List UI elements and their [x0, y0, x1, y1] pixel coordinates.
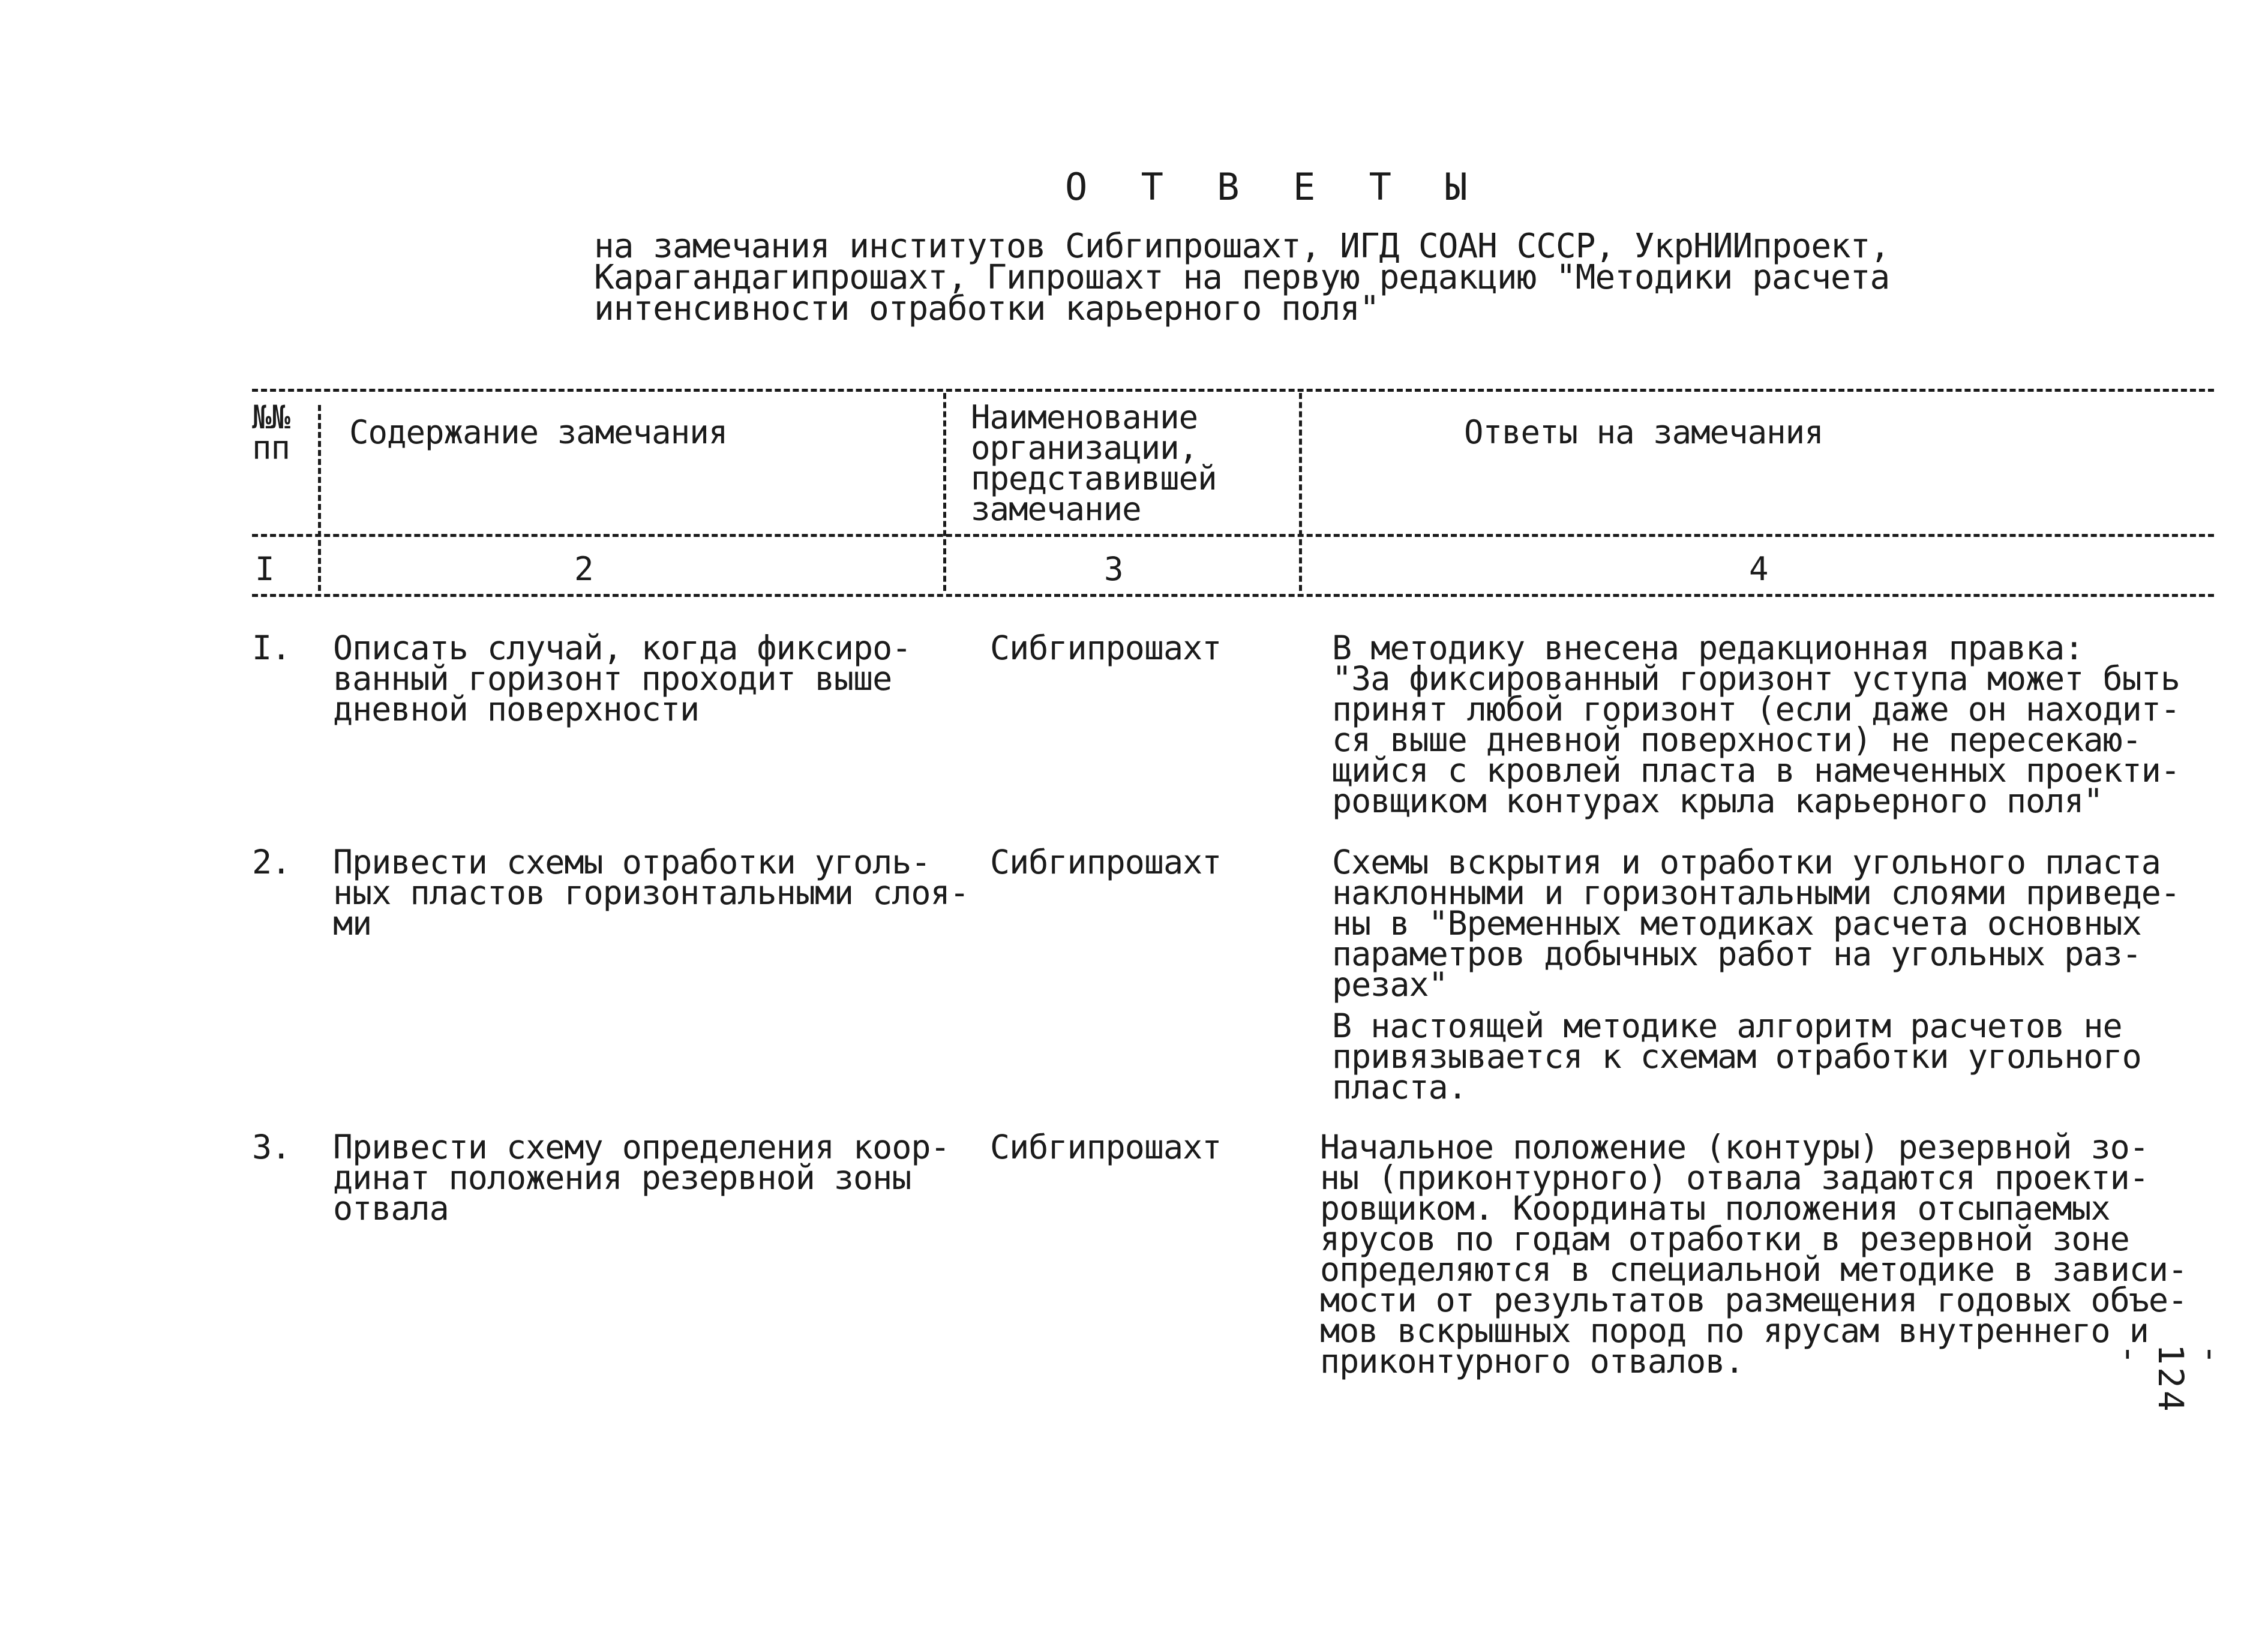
remark-cell [333, 843, 969, 942]
header-text: №№ [252, 398, 290, 436]
answer-line: ны в "Временных методиках расчета основных [1332, 904, 2141, 942]
remark-cell [333, 1128, 950, 1227]
answer-line: приконтурного отвалов. [1320, 1342, 1744, 1380]
page-number: - 124 - [2110, 1344, 2232, 1414]
column-number: 4 [1749, 550, 1768, 588]
remark-line: динат положения резервной зоны [333, 1158, 911, 1197]
answer-line: В настоящей методике алгоритм расчетов не [1332, 1007, 2122, 1045]
document-subtitle [594, 227, 1890, 328]
remark-line: ванный горизонт проходит выше [333, 659, 892, 698]
answer-line: ровщиком. Координаты положения отсыпаемых [1320, 1189, 2110, 1227]
answer-line: мости от результатов размещения годовых объе- [1320, 1281, 2188, 1319]
answer-line: ся выше дневной поверхности) не пересекаю- [1332, 721, 2141, 759]
remark-line: Привести схемы отработки уголь- [333, 843, 931, 881]
answer-line: "За фиксированный горизонт уступа может быть [1332, 659, 2180, 698]
header-text: представившей [971, 460, 1217, 497]
answer-cell [1332, 843, 2180, 1106]
answer-line: Схемы вскрытия и отработки угольного пласта [1332, 843, 2161, 881]
remark-line: ных пластов горизонтальными слоя- [333, 873, 969, 912]
answer-cell [1332, 629, 2180, 820]
remark-line: отвала [333, 1189, 449, 1227]
answer-line: ровщиком контурах крыла карьерного поля" [1332, 782, 2103, 820]
header-answer-column: Ответы на замечания [1464, 413, 1823, 451]
answer-line: мов вскрышных пород по ярусам внутреннего и [1320, 1311, 2149, 1350]
header-text: организации, [971, 429, 1198, 467]
subtitle-line: на замечания институтов Сибгипрошахт, ИГД СОАН СССР, УкрНИИпроект, [594, 227, 1890, 266]
column-number: 2 [574, 550, 593, 588]
organization-cell: Сибгипрошахт [990, 629, 1222, 667]
column-separator [318, 405, 321, 591]
answer-line: привязывается к схемам отработки угольного [1332, 1037, 2141, 1076]
row-number: 2. [252, 843, 291, 881]
answer-line: щийся с кровлей пласта в намеченных проекти- [1332, 751, 2180, 790]
answer-line: резах" [1332, 965, 1448, 1004]
column-number: I [255, 550, 274, 588]
answer-line: параметров добычных работ на угольных раз- [1332, 935, 2141, 973]
remark-line: ми [333, 904, 372, 942]
header-number-column [252, 398, 290, 467]
row-number: I. [252, 629, 291, 667]
answer-line: пласта. [1332, 1068, 1467, 1106]
subtitle-line: Карагандагипрошахт, Гипрошахт на первую редакцию "Методики расчета [594, 258, 1890, 297]
remark-cell [333, 629, 911, 728]
column-number: 3 [1104, 550, 1123, 588]
column-separator [1299, 393, 1302, 591]
answer-line: В методику внесена редакционная правка: [1332, 629, 2084, 667]
answer-line: наклонными и горизонтальными слоями приведе- [1332, 873, 2180, 912]
answer-line: принят любой горизонт (если даже он находит- [1332, 690, 2180, 728]
column-separator [943, 393, 946, 591]
organization-cell: Сибгипрошахт [990, 1128, 1222, 1166]
table-top-rule [252, 389, 2214, 392]
header-bottom-rule [252, 534, 2214, 537]
answer-line: ярусов по годам отработки в резервной зоне [1320, 1220, 2129, 1258]
answer-cell [1320, 1128, 2188, 1380]
answer-line: определяются в специальной методике в зависи- [1320, 1250, 2188, 1289]
row-number: 3. [252, 1128, 291, 1166]
remark-line: Описать случай, когда фиксиро- [333, 629, 911, 667]
document-title: О Т В Е Т Ы [1065, 165, 1483, 209]
header-text: Наименование [971, 398, 1198, 436]
answer-line: Начальное положение (контуры) резервной зо- [1320, 1128, 2149, 1166]
answer-line: ны (приконтурного) отвала задаются проекти- [1320, 1158, 2149, 1197]
header-text: пп [252, 429, 290, 467]
numbers-bottom-rule [252, 594, 2214, 597]
remark-line: дневной поверхности [333, 690, 700, 728]
organization-cell: Сибгипрошахт [990, 843, 1222, 881]
header-organization-column [971, 398, 1217, 528]
remark-line: Привести схему определения коор- [333, 1128, 950, 1166]
subtitle-line: интенсивности отработки карьерного поля" [594, 289, 1379, 328]
header-remark-column: Содержание замечания [349, 413, 728, 451]
header-text: замечание [971, 490, 1141, 528]
